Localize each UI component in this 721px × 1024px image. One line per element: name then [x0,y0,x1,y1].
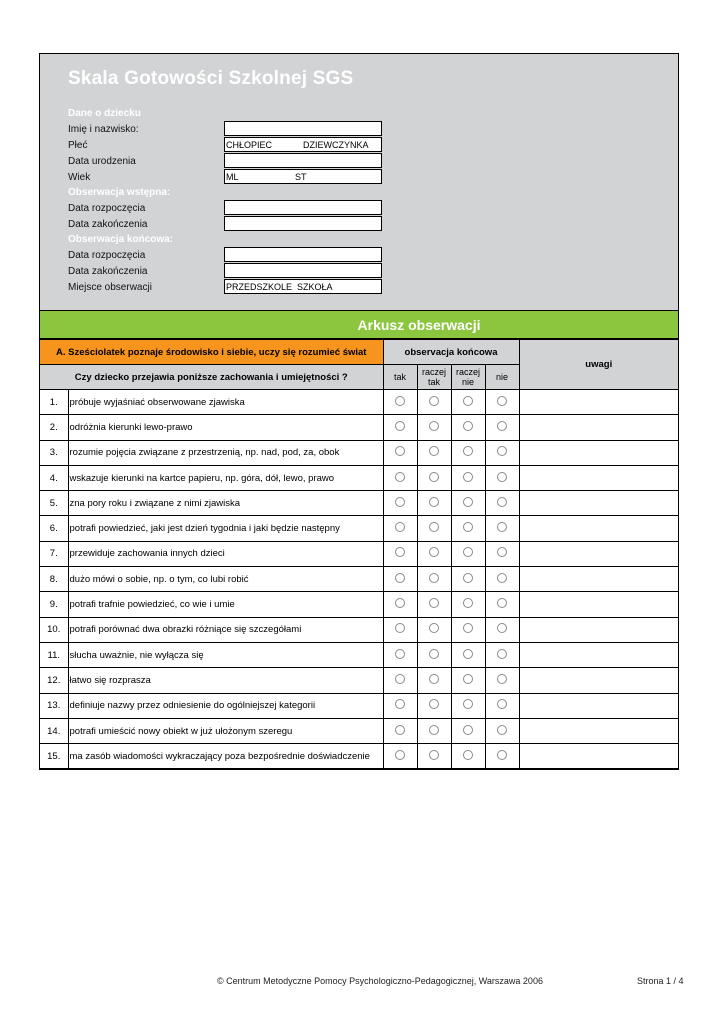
radio-cell-yes [383,693,417,718]
radio-no[interactable] [497,396,507,406]
radio-no[interactable] [497,750,507,760]
radio-cell-yes [383,744,417,769]
row-number: 3. [40,440,68,465]
row-text: przewiduje zachowania innych dzieci [68,541,383,566]
radio-rather-yes[interactable] [429,699,439,709]
question-header: Czy dziecko przejawia poniższe zachowania i umiejętności ? [40,365,383,390]
radio-cell-no [485,668,519,693]
initial-end-field[interactable] [224,216,382,231]
radio-yes[interactable] [395,750,405,760]
radio-cell-yes [383,415,417,440]
radio-cell-yes [383,516,417,541]
place-option-school[interactable]: SZKOŁA [297,282,333,292]
final-observation-header: observacja końcowa [383,340,519,365]
radio-cell-no [485,491,519,516]
radio-rather-no[interactable] [463,547,473,557]
row-text: dużo mówi o sobie, np. o tym, co lubi robić [68,567,383,592]
radio-no[interactable] [497,573,507,583]
remarks-cell[interactable] [519,440,678,465]
radio-cell-yes [383,440,417,465]
radio-yes[interactable] [395,446,405,456]
radio-cell-rather-yes [417,440,451,465]
row-number: 15. [40,744,68,769]
radio-no[interactable] [497,725,507,735]
table-row [40,718,678,743]
radio-cell-rather-no [451,567,485,592]
row-text: zna pory roku i związane z nimi zjawiska [68,491,383,516]
table-row [40,642,678,667]
row-number: 4. [40,465,68,490]
radio-rather-yes[interactable] [429,750,439,760]
radio-rather-no[interactable] [463,649,473,659]
radio-cell-rather-yes [417,567,451,592]
radio-rather-no[interactable] [463,598,473,608]
row-number: 10. [40,617,68,642]
radio-yes[interactable] [395,623,405,633]
radio-cell-rather-no [451,390,485,415]
radio-cell-no [485,440,519,465]
radio-yes[interactable] [395,725,405,735]
remarks-cell[interactable] [519,617,678,642]
initial-start-field[interactable] [224,200,382,215]
radio-yes[interactable] [395,421,405,431]
radio-cell-no [485,390,519,415]
radio-cell-rather-no [451,693,485,718]
radio-rather-yes[interactable] [429,497,439,507]
radio-cell-rather-yes [417,390,451,415]
table-row [40,592,678,617]
radio-cell-no [485,541,519,566]
form-title: Skala Gotowości Szkolnej SGS [68,68,354,89]
radio-cell-no [485,516,519,541]
row-text: ma zasób wiadomości wykraczający poza bezpośrednie doświadczenie [68,744,383,769]
radio-rather-no[interactable] [463,573,473,583]
radio-no[interactable] [497,497,507,507]
footer-copyright: © Centrum Metodyczne Pomocy Psychologiczno-Pedagogicznej, Warszawa 2006 [217,976,543,986]
radio-no[interactable] [497,421,507,431]
row-number: 8. [40,567,68,592]
radio-cell-rather-no [451,744,485,769]
radio-no[interactable] [497,472,507,482]
radio-cell-no [485,693,519,718]
remarks-cell[interactable] [519,642,678,667]
radio-cell-rather-yes [417,744,451,769]
radio-rather-yes[interactable] [429,396,439,406]
place-option-preschool[interactable]: PRZEDSZKOLE [226,282,293,292]
age-option-ml[interactable]: ML [226,172,239,182]
table-row [40,567,678,592]
radio-rather-no[interactable] [463,674,473,684]
radio-no[interactable] [497,522,507,532]
remarks-cell[interactable] [519,567,678,592]
radio-no[interactable] [497,699,507,709]
radio-yes[interactable] [395,547,405,557]
observation-table [40,339,678,769]
remarks-cell[interactable] [519,516,678,541]
table-row [40,617,678,642]
row-number: 1. [40,390,68,415]
radio-no[interactable] [497,649,507,659]
radio-yes[interactable] [395,497,405,507]
radio-cell-rather-no [451,415,485,440]
col-rather-no: raczej nie [451,365,485,390]
radio-cell-rather-no [451,642,485,667]
row-text: potrafi powiedzieć, jaki jest dzień tygodnia i jaki będzie następny [68,516,383,541]
sex-field[interactable] [224,137,382,152]
radio-cell-rather-yes [417,592,451,617]
form-header [40,54,678,311]
age-label: Wiek [68,172,91,183]
radio-cell-no [485,744,519,769]
table-row [40,516,678,541]
row-number: 6. [40,516,68,541]
remarks-header: uwagi [519,340,678,390]
remarks-cell[interactable] [519,592,678,617]
row-number: 14. [40,718,68,743]
radio-rather-yes[interactable] [429,725,439,735]
radio-no[interactable] [497,623,507,633]
radio-cell-rather-yes [417,642,451,667]
birth-field[interactable] [224,153,382,168]
radio-cell-rather-no [451,541,485,566]
place-label: Miejsce obserwacji [68,282,152,293]
sex-label: Płeć [68,140,88,151]
page-number: Strona 1 / 4 [637,976,684,986]
table-row [40,668,678,693]
radio-rather-no[interactable] [463,623,473,633]
form-sheet [39,53,679,770]
radio-no[interactable] [497,674,507,684]
initial-start-label: Data rozpoczęcia [68,203,146,214]
row-text: wskazuje kierunki na kartce papieru, np. góra, dół, lewo, prawo [68,465,383,490]
radio-rather-no[interactable] [463,699,473,709]
sex-option-boy[interactable]: CHŁOPIEC [226,140,273,150]
row-number: 11. [40,642,68,667]
col-rather-yes: raczej tak [417,365,451,390]
radio-cell-rather-no [451,491,485,516]
remarks-cell[interactable] [519,744,678,769]
age-field[interactable] [224,169,382,184]
radio-yes[interactable] [395,598,405,608]
radio-cell-no [485,592,519,617]
radio-cell-rather-no [451,516,485,541]
radio-cell-rather-no [451,617,485,642]
row-text: rozumie pojęcia związane z przestrzenią, np. nad, pod, za, obok [68,440,383,465]
radio-cell-no [485,415,519,440]
remarks-cell[interactable] [519,541,678,566]
row-text: próbuje wyjaśniać obserwowane zjawiska [68,390,383,415]
initial-obs-heading: Obserwacja wstępna: [68,187,171,198]
radio-cell-rather-yes [417,617,451,642]
remarks-cell[interactable] [519,491,678,516]
radio-rather-no[interactable] [463,446,473,456]
sheet-title-bar: Arkusz obserwacji [40,311,678,339]
radio-cell-rather-yes [417,516,451,541]
remarks-cell[interactable] [519,390,678,415]
radio-rather-yes[interactable] [429,674,439,684]
row-text: potrafi trafnie powiedzieć, co wie i umie [68,592,383,617]
radio-no[interactable] [497,547,507,557]
name-field[interactable] [224,121,382,136]
table-row [40,390,678,415]
final-obs-heading: Obserwacja końcowa: [68,234,174,245]
radio-cell-yes [383,668,417,693]
radio-cell-no [485,642,519,667]
radio-cell-no [485,718,519,743]
row-number: 7. [40,541,68,566]
col-no: nie [485,365,519,390]
radio-rather-yes[interactable] [429,649,439,659]
row-text: potrafi porównać dwa obrazki różniące się szczegółami [68,617,383,642]
final-end-field[interactable] [224,263,382,278]
radio-rather-no[interactable] [463,497,473,507]
radio-cell-rather-no [451,668,485,693]
radio-cell-rather-yes [417,465,451,490]
radio-cell-yes [383,592,417,617]
remarks-cell[interactable] [519,693,678,718]
radio-yes[interactable] [395,573,405,583]
radio-cell-rather-yes [417,541,451,566]
remarks-cell[interactable] [519,415,678,440]
radio-no[interactable] [497,598,507,608]
radio-cell-rather-no [451,718,485,743]
radio-rather-yes[interactable] [429,623,439,633]
radio-cell-yes [383,465,417,490]
sex-option-girl[interactable]: DZIEWCZYNKA [303,140,369,150]
radio-cell-rather-yes [417,718,451,743]
final-start-field[interactable] [224,247,382,262]
name-label: Imię i nazwisko: [68,124,139,135]
radio-cell-rather-no [451,465,485,490]
row-text: potrafi umieścić nowy obiekt w już ułożonym szeregu [68,718,383,743]
radio-rather-no[interactable] [463,750,473,760]
remarks-cell[interactable] [519,465,678,490]
row-number: 9. [40,592,68,617]
radio-cell-rather-yes [417,668,451,693]
radio-rather-yes[interactable] [429,598,439,608]
col-yes: tak [383,365,417,390]
radio-rather-yes[interactable] [429,522,439,532]
radio-yes[interactable] [395,674,405,684]
radio-rather-no[interactable] [463,725,473,735]
birth-label: Data urodzenia [68,156,136,167]
radio-cell-rather-no [451,440,485,465]
radio-cell-yes [383,491,417,516]
radio-rather-yes[interactable] [429,547,439,557]
row-number: 13. [40,693,68,718]
radio-yes[interactable] [395,472,405,482]
radio-cell-yes [383,567,417,592]
table-row [40,415,678,440]
row-text: łatwo się rozprasza [68,668,383,693]
radio-yes[interactable] [395,649,405,659]
row-number: 5. [40,491,68,516]
section-a-header: A. Sześciolatek poznaje środowisko i siebie, uczy się rozumieć świat [40,340,383,365]
radio-cell-yes [383,718,417,743]
radio-cell-no [485,617,519,642]
table-row [40,465,678,490]
remarks-cell[interactable] [519,718,678,743]
radio-yes[interactable] [395,699,405,709]
radio-rather-yes[interactable] [429,421,439,431]
row-number: 12. [40,668,68,693]
initial-end-label: Data zakończenia [68,219,148,230]
radio-rather-yes[interactable] [429,472,439,482]
radio-rather-yes[interactable] [429,573,439,583]
row-number: 2. [40,415,68,440]
table-row [40,693,678,718]
row-text: definiuje nazwy przez odniesienie do ogólniejszej kategorii [68,693,383,718]
table-row [40,744,678,769]
child-data-heading: Dane o dziecku [68,108,141,119]
radio-cell-no [485,567,519,592]
radio-cell-rather-yes [417,693,451,718]
row-text: słucha uważnie, nie wyłącza się [68,642,383,667]
radio-rather-no[interactable] [463,421,473,431]
place-field[interactable] [224,279,382,294]
radio-rather-no[interactable] [463,472,473,482]
table-row [40,440,678,465]
final-end-label: Data zakończenia [68,266,148,277]
radio-cell-yes [383,617,417,642]
radio-cell-yes [383,390,417,415]
table-row [40,541,678,566]
radio-rather-yes[interactable] [429,446,439,456]
radio-cell-yes [383,541,417,566]
radio-no[interactable] [497,446,507,456]
radio-cell-no [485,465,519,490]
row-text: odróżnia kierunki lewo-prawo [68,415,383,440]
radio-cell-rather-yes [417,415,451,440]
radio-cell-yes [383,642,417,667]
radio-rather-no[interactable] [463,396,473,406]
radio-rather-no[interactable] [463,522,473,532]
age-option-st[interactable]: ST [295,172,307,182]
final-start-label: Data rozpoczęcia [68,250,146,261]
radio-cell-rather-yes [417,491,451,516]
radio-yes[interactable] [395,522,405,532]
radio-cell-rather-no [451,592,485,617]
radio-yes[interactable] [395,396,405,406]
table-row [40,491,678,516]
remarks-cell[interactable] [519,668,678,693]
